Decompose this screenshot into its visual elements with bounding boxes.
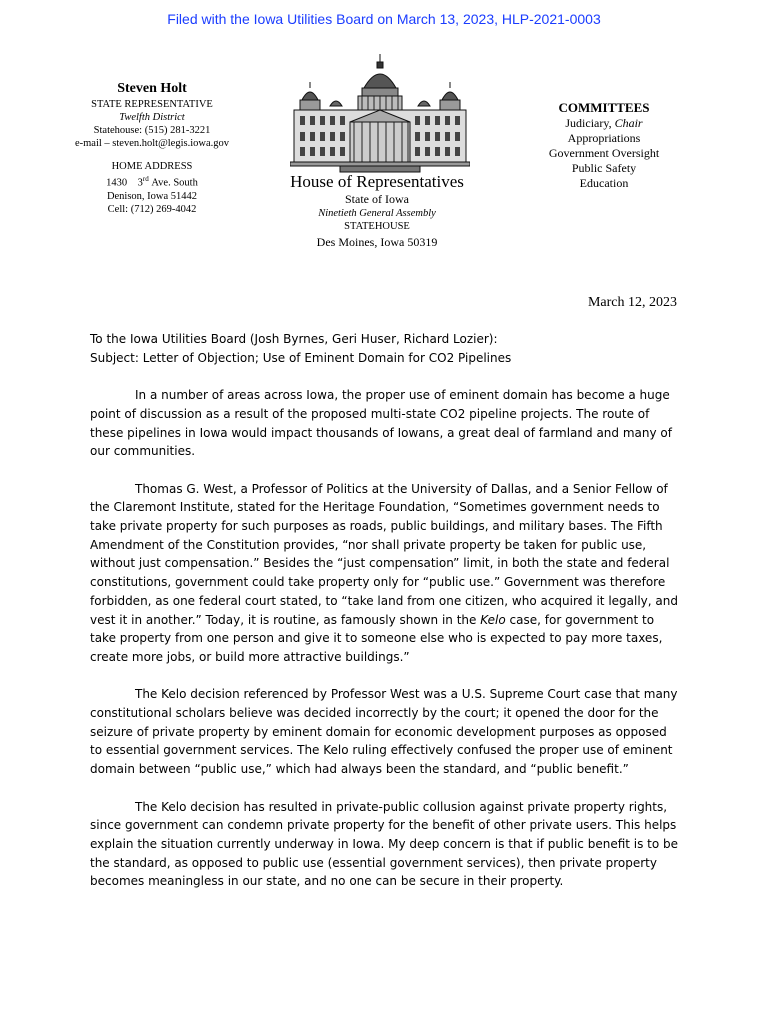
sender-title: STATE REPRESENTATIVE: [91, 99, 213, 110]
addressee-line: To the Iowa Utilities Board (Josh Byrnes, Geri Huser, Richard Lozier):: [90, 332, 498, 346]
street-name: Ave. South: [151, 177, 198, 189]
sender-email[interactable]: e-mail – steven.holt@legis.iowa.gov: [74, 138, 229, 149]
letter-body: [90, 330, 680, 910]
filing-notice: Filed with the Iowa Utilities Board on March 13, 2023, HLP-2021-0003: [167, 11, 601, 27]
committee-item: Public Safety: [571, 161, 637, 175]
committees-block: [534, 100, 674, 191]
letter-date: March 12, 2023: [587, 295, 677, 310]
subject-line: Subject: Letter of Objection; Use of Eminent Domain for CO2 Pipelines: [90, 350, 512, 365]
street-ordinal-suffix: rd: [142, 175, 149, 183]
sender-statehouse-phone: Statehouse: (515) 281-3221: [93, 125, 211, 136]
sender-district: Twelfth District: [119, 112, 185, 123]
paragraph-2-kelo: Kelo: [480, 612, 506, 627]
paragraph-1: In a number of areas across Iowa, the proper use of eminent domain has become a huge point of discussion as a result of the proposed multi-state CO2 pipeline projects. The route of these pipelines in Iowa would impact thousands of Iowans, a great deal of farmland and many of our communities.: [90, 388, 672, 459]
paragraph-2-before: Thomas G. West, a Professor of Politics at the University of Dallas, and a Senior Fellow of the Claremont Institute, stated for the Heritage Foundation, “Sometimes government needs to take private property for such purposes as roads, public buildings, and military bases. The Fifth Amendment of the Constitution provides, “nor shall private property be taken for public use, without just compensation.” Besides the “just compensation” limit, in both the state and federal constitutions, government could take property only for “public use.” Government was therefore forbidden, as one federal court stated, to “take land from one citizen, who acquired it legally, and vest it in another.” Today, it is routine, as famously shown in the: [90, 481, 678, 627]
committee-judiciary-name: Judiciary,: [565, 116, 612, 130]
letterhead-block: [262, 172, 492, 250]
statehouse-line: STATEHOUSE: [344, 221, 410, 232]
committee-item: Education: [579, 176, 629, 190]
paragraph-4: The Kelo decision has resulted in private-public collusion against private property rights, since government can condemn private property for the benefit of other private users. This helps explain the situation currently underway in Iowa. My deep concern is that if public benefit is to be the standard, as opposed to public use (essential government services), then private property becomes meaningless in our state, and no one can be secure in their property.: [90, 799, 679, 889]
home-city: Denison, Iowa 51442: [106, 190, 198, 202]
committees-heading: COMMITTEES: [558, 100, 650, 115]
assembly-line: Ninetieth General Assembly: [318, 208, 436, 219]
paragraph-2-after: case, for government to take property from one person and give it to someone else who is expected to pay more taxes, create more jobs, or build more attractive buildings.”: [90, 612, 663, 664]
house-title: House of Representatives: [290, 172, 464, 191]
sender-cell: Cell: (712) 269-4042: [107, 203, 197, 215]
home-street: [62, 173, 242, 190]
capitol-building-illustration: [290, 52, 470, 174]
street-ordinal: 3: [137, 177, 143, 189]
committee-judiciary: [534, 116, 674, 131]
paragraph-3: The Kelo decision referenced by Professor West was a U.S. Supreme Court case that many constitutional scholars believe was decided incorrectly by the court; it opened the door for the seizure of private property by eminent domain for economic development purposes as opposed to essential government services. The Kelo ruling effectively confused the proper use of eminent domain between “public use,” which had always been the standard, and “public benefit.”: [90, 687, 678, 777]
home-address-label: HOME ADDRESS: [111, 161, 193, 172]
committee-item: Appropriations: [567, 131, 641, 145]
committee-judiciary-role: Chair: [614, 116, 643, 130]
committee-item: Government Oversight: [548, 146, 660, 160]
street-number: 1430: [106, 177, 128, 189]
state-line: State of Iowa: [345, 192, 409, 206]
sender-name: Steven Holt: [117, 81, 187, 96]
city-line: Des Moines, Iowa 50319: [316, 235, 438, 249]
sender-block: [62, 80, 242, 216]
paragraph-2: [90, 480, 680, 667]
